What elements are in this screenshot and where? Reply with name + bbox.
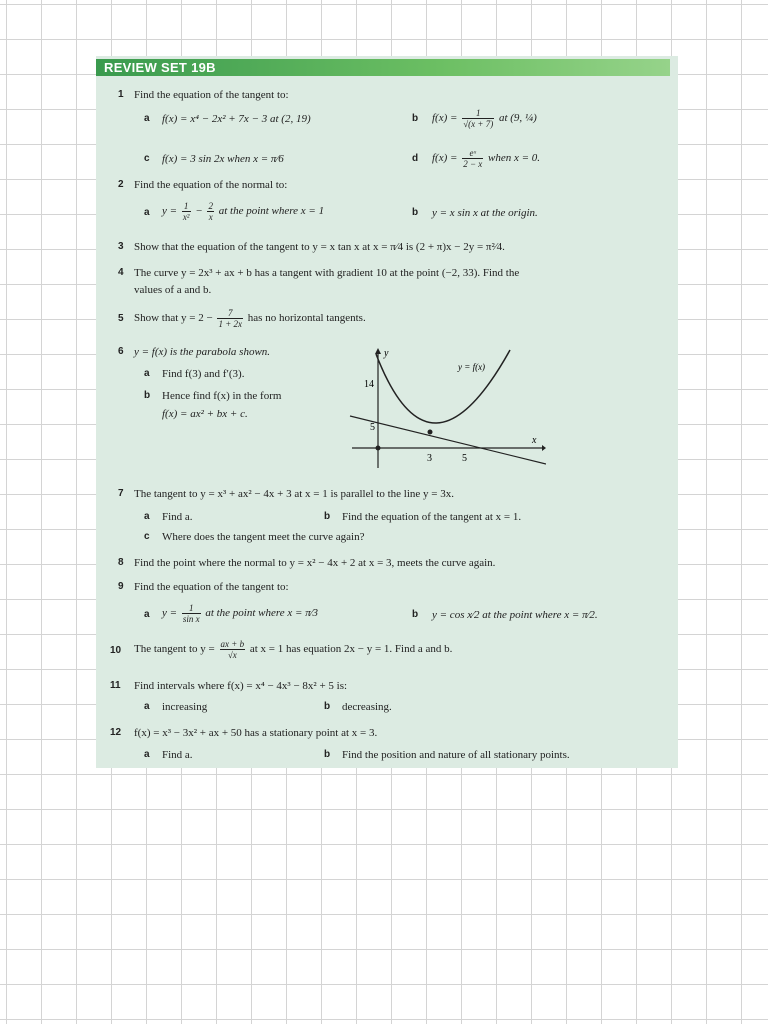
x-axis-label: x	[532, 435, 537, 446]
q11a-text: increasing	[162, 701, 208, 713]
q6-parabola-graph	[346, 344, 546, 472]
q1b-label: b	[412, 113, 419, 124]
x-tick-3: 3	[427, 453, 432, 464]
q4-line1: The curve y = 2x³ + ax + b has a tangent with gradient 10 at the point (−2, 33). Find the	[134, 267, 520, 279]
q12b-label: b	[324, 749, 331, 760]
q2-number: 2	[118, 179, 124, 190]
q12b-text: Find the position and nature of all stationary points.	[342, 749, 570, 761]
q1c-label: c	[144, 153, 150, 164]
q9a-expression: y = $\frac{1}{\text{sin x}}$ at the point where x = π⁄3	[162, 602, 319, 624]
q6a-text: Find f(3) and f′(3).	[162, 368, 245, 380]
q7a-label: a	[144, 511, 150, 522]
q6-prompt: y = f(x) is the parabola shown.	[134, 346, 271, 358]
review-set-title: REVIEW SET 19B	[104, 60, 216, 75]
q12-number: 12	[110, 727, 122, 738]
q9a-label: a	[144, 609, 150, 620]
q7c-label: c	[144, 531, 150, 542]
q4-line2: values of a and b.	[134, 284, 212, 296]
q11b-text: decreasing.	[342, 701, 392, 713]
q11a-label: a	[144, 701, 150, 712]
x-tick-5: 5	[462, 453, 467, 464]
review-sheet	[96, 56, 678, 768]
q1-prompt: Find the equation of the tangent to:	[134, 89, 289, 101]
q10-expression: The tangent to y = $\frac{ax + b}{√x}$ at x = 1 has equation 2x − y = 1. Find a and b.	[134, 638, 453, 660]
q12-text: f(x) = x³ − 3x² + ax + 50 has a stationary point at x = 3.	[134, 727, 378, 739]
q4-number: 4	[118, 267, 124, 278]
q1d-expression: f(x) = $\frac{\text{eˣ}}{2 - x}$ when x = 0.	[432, 147, 541, 169]
q9-prompt: Find the equation of the tangent to:	[134, 581, 289, 593]
q7-text: The tangent to y = x³ + ax² − 4x + 3 at x = 1 is parallel to the line y = 3x.	[134, 488, 454, 500]
q1d-label: d	[412, 153, 419, 164]
q2b-text: y = x sin x at the origin.	[432, 207, 538, 219]
q3-text: Show that the equation of the tangent to y = x tan x at x = π⁄4 is (2 + π)x − 2y = π²⁄4.	[134, 241, 505, 253]
q9b-label: b	[412, 609, 419, 620]
q7b-text: Find the equation of the tangent at x = 1.	[342, 511, 522, 523]
parabola-curve	[376, 350, 510, 423]
y-tick-5: 5	[370, 422, 375, 433]
q7-number: 7	[118, 488, 124, 499]
q1c-text: f(x) = 3 sin 2x when x = π⁄6	[162, 153, 284, 165]
q5-number: 5	[118, 313, 124, 324]
x-axis-arrow	[542, 445, 546, 451]
curve-label: y = f(x)	[458, 362, 486, 372]
q1a-text: f(x) = x⁴ − 2x² + 7x − 3 at (2, 19)	[162, 113, 311, 125]
q8-text: Find the point where the normal to y = x² − 4x + 2 at x = 3, meets the curve again.	[134, 557, 496, 569]
x-intercept-point	[376, 446, 381, 451]
q5-expression: Show that y = 2 − $\frac{7}{1 + 2x}$ has no horizontal tangents.	[134, 307, 366, 329]
q11-text: Find intervals where f(x) = x⁴ − 4x³ − 8x² + 5 is:	[134, 680, 348, 692]
q6b-label: b	[144, 390, 151, 401]
q12a-label: a	[144, 749, 150, 760]
q1a-label: a	[144, 113, 150, 124]
tangent-point	[428, 430, 433, 435]
q6a-label: a	[144, 368, 150, 379]
q7c-text: Where does the tangent meet the curve again?	[162, 531, 365, 543]
q6b-line1: Hence find f(x) in the form	[162, 390, 282, 402]
q10-number: 10	[110, 645, 122, 656]
y-axis-label: y	[384, 348, 389, 359]
review-set-banner	[96, 59, 670, 76]
q3-number: 3	[118, 241, 124, 252]
q7b-label: b	[324, 511, 331, 522]
q2-prompt: Find the equation of the normal to:	[134, 179, 288, 191]
q12a-text: Find a.	[162, 749, 193, 761]
q6b-line2: f(x) = ax² + bx + c.	[162, 408, 248, 420]
q11b-label: b	[324, 701, 331, 712]
q2a-label: a	[144, 207, 150, 218]
q11-number: 11	[110, 680, 121, 691]
tangent-line	[350, 416, 546, 464]
q2b-label: b	[412, 207, 419, 218]
q2a-expression: y = $\frac{1}{\text{x²}}$ − $\frac{2}{x}$ at the point where x = 1	[162, 200, 325, 222]
q1b-expression: f(x) = $\frac{1}{√(x + 7)}$ at (9, ¼)	[432, 107, 537, 129]
y-axis-arrow	[375, 348, 381, 354]
q1-number: 1	[118, 89, 124, 100]
q9-number: 9	[118, 581, 124, 592]
y-tick-14: 14	[364, 379, 374, 390]
q9b-text: y = cos x⁄2 at the point where x = π⁄2.	[432, 609, 598, 621]
q7a-text: Find a.	[162, 511, 193, 523]
q6-number: 6	[118, 346, 124, 357]
q8-number: 8	[118, 557, 124, 568]
